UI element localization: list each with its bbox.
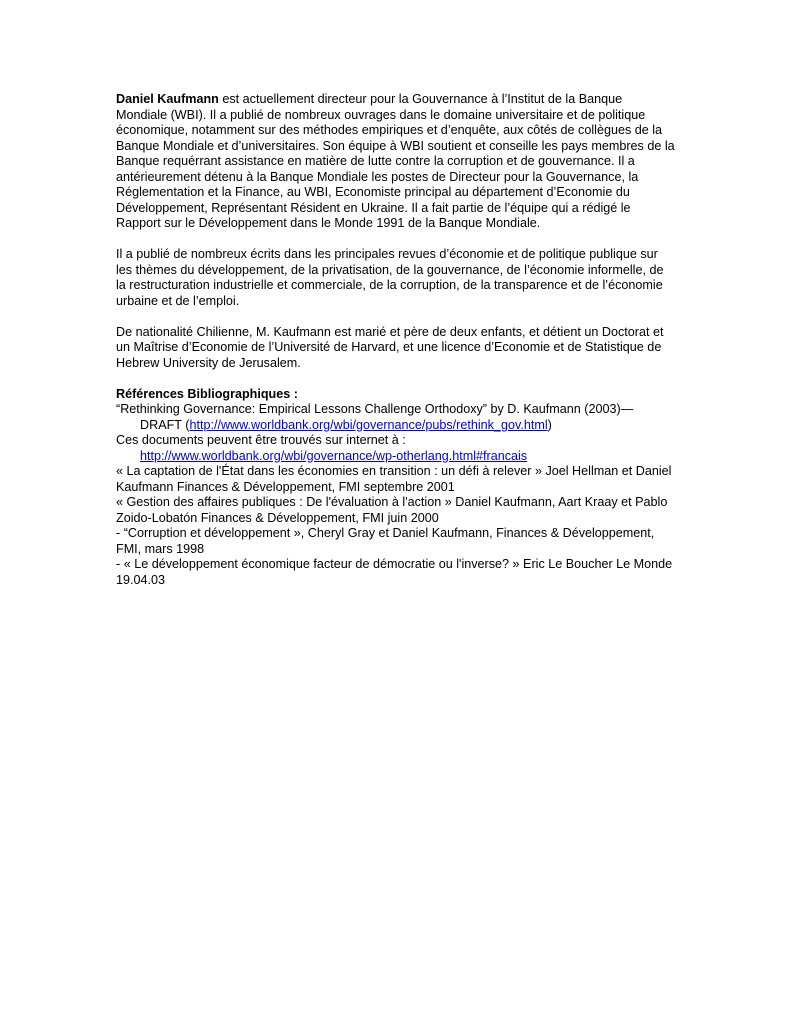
reference-1-link[interactable]: http://www.worldbank.org/wbi/governance/pubs/rethink_gov.html <box>189 417 548 432</box>
references-heading: Références Bibliographiques : <box>116 386 298 401</box>
reference-2: « La captation de l'État dans les économies en transition : un défi à relever » Joel Hellman et Daniel Kaufmann Finances & Développement, FMI septembre 2001 <box>116 464 672 494</box>
reference-5: - « Le développement économique facteur de démocratie ou l'inverse? » Eric Le Boucher Le Monde 19.04.03 <box>116 557 673 587</box>
references-section <box>116 387 676 589</box>
author-name: Daniel Kaufmann <box>116 92 219 106</box>
document-body <box>116 92 676 588</box>
reference-1-draft-prefix: DRAFT ( <box>140 417 190 432</box>
bio-paragraph-1-text: est actuellement directeur pour la Gouvernance à l’Institut de la Banque Mondiale (WBI). Il a publié de nombreux ouvrages dans le domaine universitaire et de politique économique, notamment sur des méthodes empiriques et d’enquête, aux côtés de collègues de la Banque Mondiale et d’universitaires. Son équipe à WBI soutient et conseille les pays membres de la Banque requérrant assistance en matière de lutte contre la corruption et de gouvernance. Il a antérieurement détenu à la Banque Mondiale les postes de Directeur pour la Gouvernance, la Réglementation et la Finance, au WBI, Economiste principal au département d’Economie du Développement, Représentant Résident en Ukraine. Il a fait partie de l’équipe qui a rédigé le Rapport sur le Développement dans le Monde 1991 de la Banque Mondiale. <box>116 92 675 230</box>
internet-link-line <box>116 449 676 465</box>
reference-4: - “Corruption et développement », Cheryl Gray et Daniel Kaufmann, Finances & Développement, FMI, mars 1998 <box>116 526 655 556</box>
reference-1-draft-suffix: ) <box>547 417 552 432</box>
reference-1-draft <box>116 418 676 434</box>
internet-link[interactable]: http://www.worldbank.org/wbi/governance/wp-otherlang.html#francais <box>140 448 528 463</box>
bio-paragraph-2: Il a publié de nombreux écrits dans les principales revues d’économie et de politique publique sur les thèmes du développement, de la privatisation, de la gouvernance, de l’économie informelle, de la restructuration industrielle et commerciale, de la corruption, de la transparence et de l’économie urbaine et de l’emploi. <box>116 247 664 308</box>
bio-paragraph-3: De nationalité Chilienne, M. Kaufmann est marié et père de deux enfants, et détient un Doctorat et un Maîtrise d’Economie de l’Université de Harvard, et une licence d’Economie et de Statistique de Hebrew University de Jerusalem. <box>116 324 664 370</box>
reference-1-title: “Rethinking Governance: Empirical Lessons Challenge Orthodoxy” by D. Kaufmann (2003)— <box>116 402 634 416</box>
reference-3: « Gestion des affaires publiques : De l'évaluation à l'action » Daniel Kaufmann, Aart Kraay et Pablo Zoido-Lobatón Finances & Développement, FMI juin 2000 <box>116 495 668 525</box>
internet-note: Ces documents peuvent être trouvés sur internet à : <box>116 433 406 447</box>
bio-paragraph-1 <box>116 92 676 232</box>
